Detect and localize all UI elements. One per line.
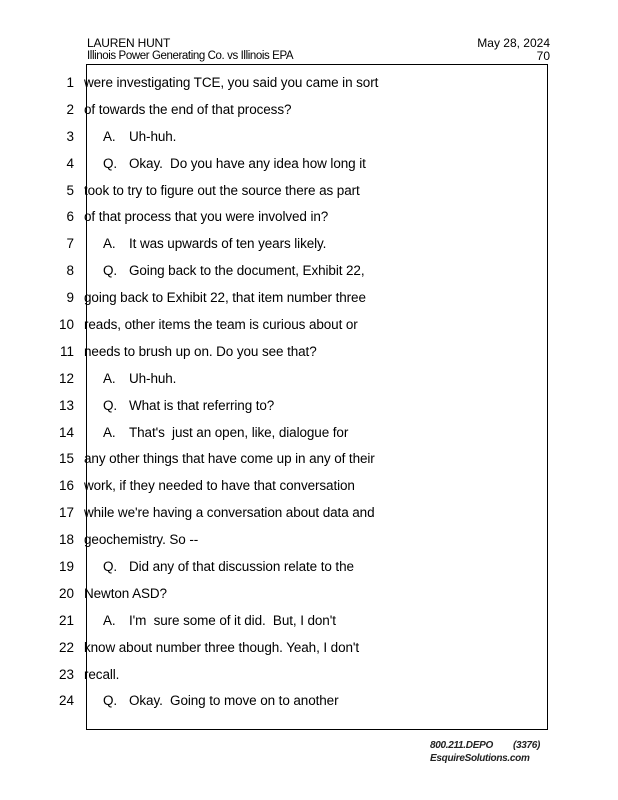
line-text [84, 527, 198, 554]
speaker-label: Q. [103, 559, 118, 575]
speaker-label: Q. [103, 397, 118, 413]
transcript-line [0, 527, 618, 554]
line-text [103, 231, 326, 258]
line-number: 21 [58, 612, 74, 628]
testimony-text: That's just an open, like, dialogue for [129, 424, 349, 440]
testimony-text: know about number three though. Yeah, I don't [84, 639, 360, 655]
line-number: 12 [58, 370, 74, 386]
line-number: 23 [58, 666, 74, 682]
case-caption: Illinois Power Generating Co. vs Illinois EPA [87, 50, 294, 62]
transcript-line [0, 554, 618, 581]
testimony-text: Uh-huh. [129, 128, 177, 144]
testimony-text: work, if they needed to have that conversation [84, 478, 355, 494]
line-text [84, 70, 378, 97]
testimony-text: recall. [84, 666, 120, 682]
line-number: 16 [58, 478, 74, 494]
transcript-line [0, 473, 618, 500]
line-number: 6 [66, 209, 74, 225]
line-text [103, 151, 366, 178]
footer-phone-extension: (3376) [512, 740, 541, 751]
line-number: 2 [66, 101, 74, 117]
line-number: 9 [66, 290, 74, 306]
testimony-text: needs to brush up on. Do you see that? [84, 343, 317, 359]
line-text [103, 420, 348, 447]
transcript-line [0, 581, 618, 608]
transcript-line [0, 312, 618, 339]
transcript-line [0, 446, 618, 473]
line-number: 24 [58, 693, 74, 709]
testimony-text: were investigating TCE, you said you came in sort [84, 75, 379, 90]
testimony-text: of that process that you were involved in? [84, 209, 329, 225]
testimony-text: geochemistry. So -- [84, 532, 199, 548]
line-number: 1 [66, 75, 74, 90]
testimony-text: Okay. Going to move on to another [129, 693, 339, 709]
line-number: 14 [58, 424, 74, 440]
transcript-line [0, 124, 618, 151]
testimony-text: I'm sure some of it did. But, I don't [129, 612, 336, 628]
transcript-line [0, 393, 618, 420]
line-text [103, 366, 176, 393]
witness-name: LAUREN HUNT [87, 36, 171, 50]
page-number: 70 [536, 49, 550, 63]
speaker-label: Q. [103, 263, 118, 279]
footer-phone: 800.211.DEPO [430, 740, 493, 751]
line-text [103, 608, 336, 635]
testimony-text: took to try to figure out the source there as part [84, 182, 360, 198]
line-text [84, 178, 360, 205]
line-text [103, 258, 365, 285]
transcript-line [0, 635, 618, 662]
line-text [84, 635, 359, 662]
line-text [84, 446, 375, 473]
testimony-text: while we're having a conversation about data and [84, 505, 375, 521]
transcript-line [0, 70, 618, 97]
line-number: 18 [58, 532, 74, 548]
speaker-label: Q. [103, 693, 118, 709]
transcript-lines [0, 70, 618, 715]
line-text [84, 500, 374, 527]
line-number: 10 [58, 317, 74, 333]
line-number: 3 [66, 128, 74, 144]
transcript-line [0, 688, 618, 715]
line-text [103, 688, 338, 715]
line-text [103, 393, 274, 420]
speaker-label: A. [103, 370, 116, 386]
testimony-text: What is that referring to? [129, 397, 275, 413]
testimony-text: of towards the end of that process? [84, 101, 292, 117]
line-number: 17 [58, 505, 74, 521]
testimony-text: going back to Exhibit 22, that item number three [84, 290, 366, 306]
transcript-line [0, 204, 618, 231]
transcript-line [0, 339, 618, 366]
line-number: 20 [58, 585, 74, 601]
testimony-text: Okay. Do you have any idea how long it [129, 155, 366, 171]
transcript-line [0, 258, 618, 285]
testimony-text: It was upwards of ten years likely. [129, 236, 327, 252]
line-text [84, 312, 358, 339]
transcript-line [0, 500, 618, 527]
line-text [103, 554, 354, 581]
page-header-left [87, 37, 407, 63]
transcript-line [0, 178, 618, 205]
testimony-text: Uh-huh. [129, 370, 177, 386]
line-number: 4 [66, 155, 74, 171]
testimony-text: Going back to the document, Exhibit 22, [129, 263, 365, 279]
transcript-line [0, 608, 618, 635]
speaker-label: Q. [103, 155, 118, 171]
line-number: 13 [58, 397, 74, 413]
testimony-text: reads, other items the team is curious about or [84, 317, 358, 333]
line-number: 15 [58, 451, 74, 467]
speaker-label: A. [103, 128, 116, 144]
transcript-line [0, 151, 618, 178]
transcript-line [0, 662, 618, 689]
transcript-line [0, 231, 618, 258]
speaker-label: A. [103, 236, 116, 252]
line-text [84, 662, 119, 689]
line-text [103, 124, 176, 151]
speaker-label: A. [103, 424, 116, 440]
page-footer [430, 739, 540, 765]
line-text [84, 581, 167, 608]
testimony-text: Did any of that discussion relate to the [129, 559, 354, 575]
line-number: 22 [58, 639, 74, 655]
line-text [84, 204, 328, 231]
transcript-line [0, 97, 618, 124]
line-number: 19 [58, 559, 74, 575]
line-number: 7 [66, 236, 74, 252]
line-text [84, 473, 355, 500]
deposition-date: May 28, 2024 [477, 36, 550, 50]
testimony-text: Newton ASD? [84, 585, 167, 601]
line-text [84, 285, 366, 312]
line-number: 11 [59, 343, 74, 359]
speaker-label: A. [103, 612, 116, 628]
transcript-line [0, 420, 618, 447]
line-text [84, 339, 317, 366]
footer-website: EsquireSolutions.com [430, 753, 530, 764]
line-number: 5 [66, 182, 74, 198]
line-text [84, 97, 291, 124]
page-header-right [477, 37, 550, 63]
transcript-line [0, 366, 618, 393]
transcript-line [0, 285, 618, 312]
testimony-text: any other things that have come up in any of their [84, 451, 375, 467]
line-number: 8 [66, 263, 74, 279]
